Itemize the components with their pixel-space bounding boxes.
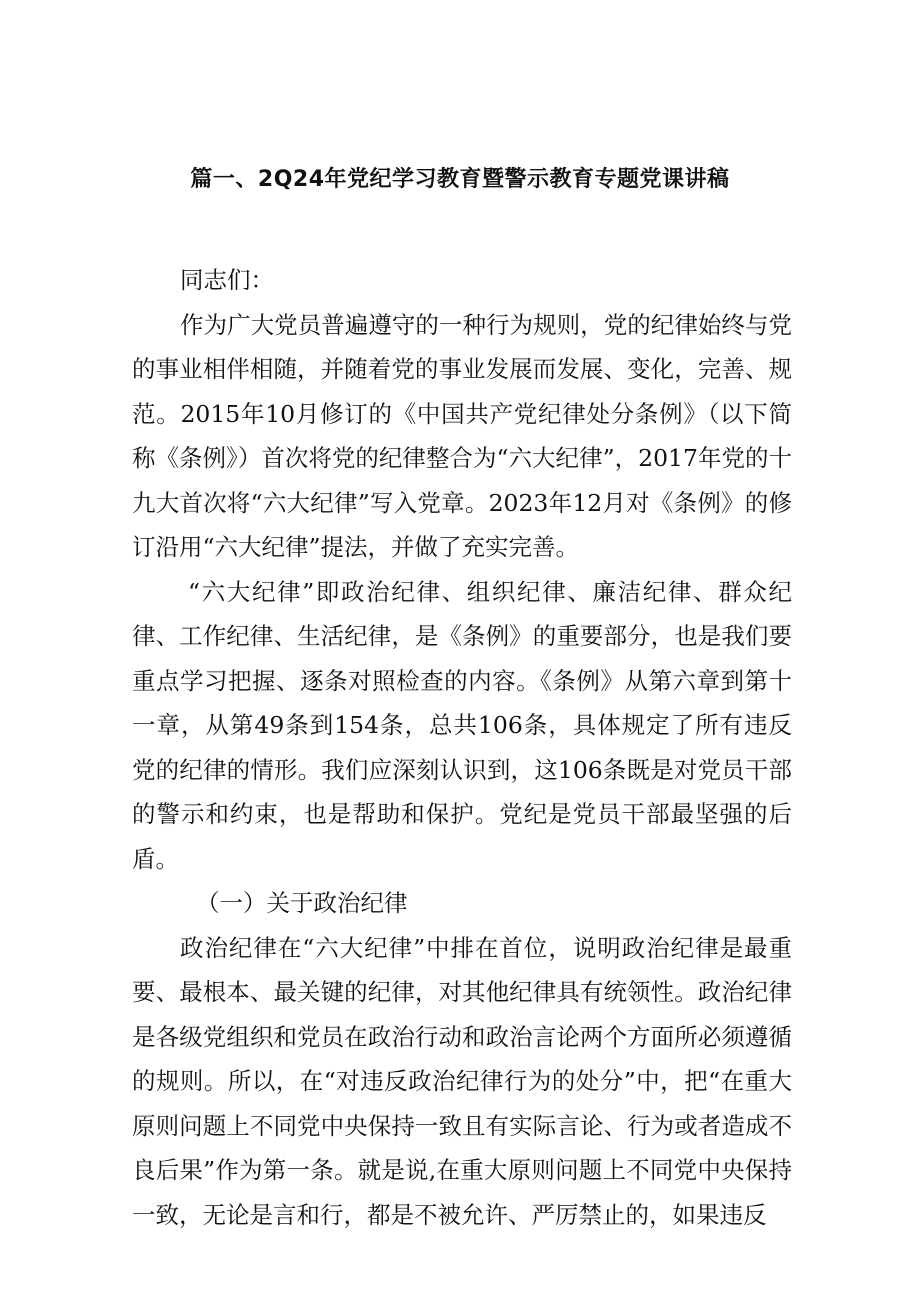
document-title: 篇一、2Q24年党纪学习教育暨警示教育专题党课讲稿 <box>190 167 730 192</box>
document-body <box>132 258 792 1237</box>
paragraph: 政治纪律在“六大纪律”中排在首位，说明政治纪律是最重要、最根本、最关键的纪律，对其他纪律具有统领性。政治纪律是各级党组织和党员在政治行动和政治言论两个方面所必须遵循的规则。所以，在“对违反政治纪律行为的处分”中，把“在重大原则问题上不同党中央保持一致且有实际言论、行为或者造成不良后果”作为第一条。就是说,在重大原则问题上不同党中央保持一致，无论是言和行，都是不被允许、严厉禁止的，如果违反 <box>132 933 792 1229</box>
paragraph: “六大纪律”即政治纪律、组织纪律、廉洁纪律、群众纪律、工作纪律、生活纪律，是《条例》的重要部分，也是我们要重点学习把握、逐条对照检查的内容。《条例》从第六章到第十一章，从第49条到154条，总共106条，具体规定了所有违反党的纪律的情形。我们应深刻认识到，这106条既是对党员干部的警示和约束，也是帮助和保护。党纪是党员干部最坚强的后盾。 <box>132 577 792 873</box>
salutation: 同志们： <box>180 266 274 294</box>
section-heading: （一）关于政治纪律 <box>196 889 408 917</box>
paragraph: 作为广大党员普遍遵守的一种行为规则，党的纪律始终与党的事业相伴相随，并随着党的事业发展而发展、变化，完善、规范。2015年10月修订的《中国共产党纪律处分条例》（以下简称《条例》）首次将党的纪律整合为“六大纪律”，2017年党的十九大首次将“六大纪律”写入党章。2023年12月对《条例》的修订沿用“六大纪律”提法，并做了充实完善。 <box>132 310 792 561</box>
